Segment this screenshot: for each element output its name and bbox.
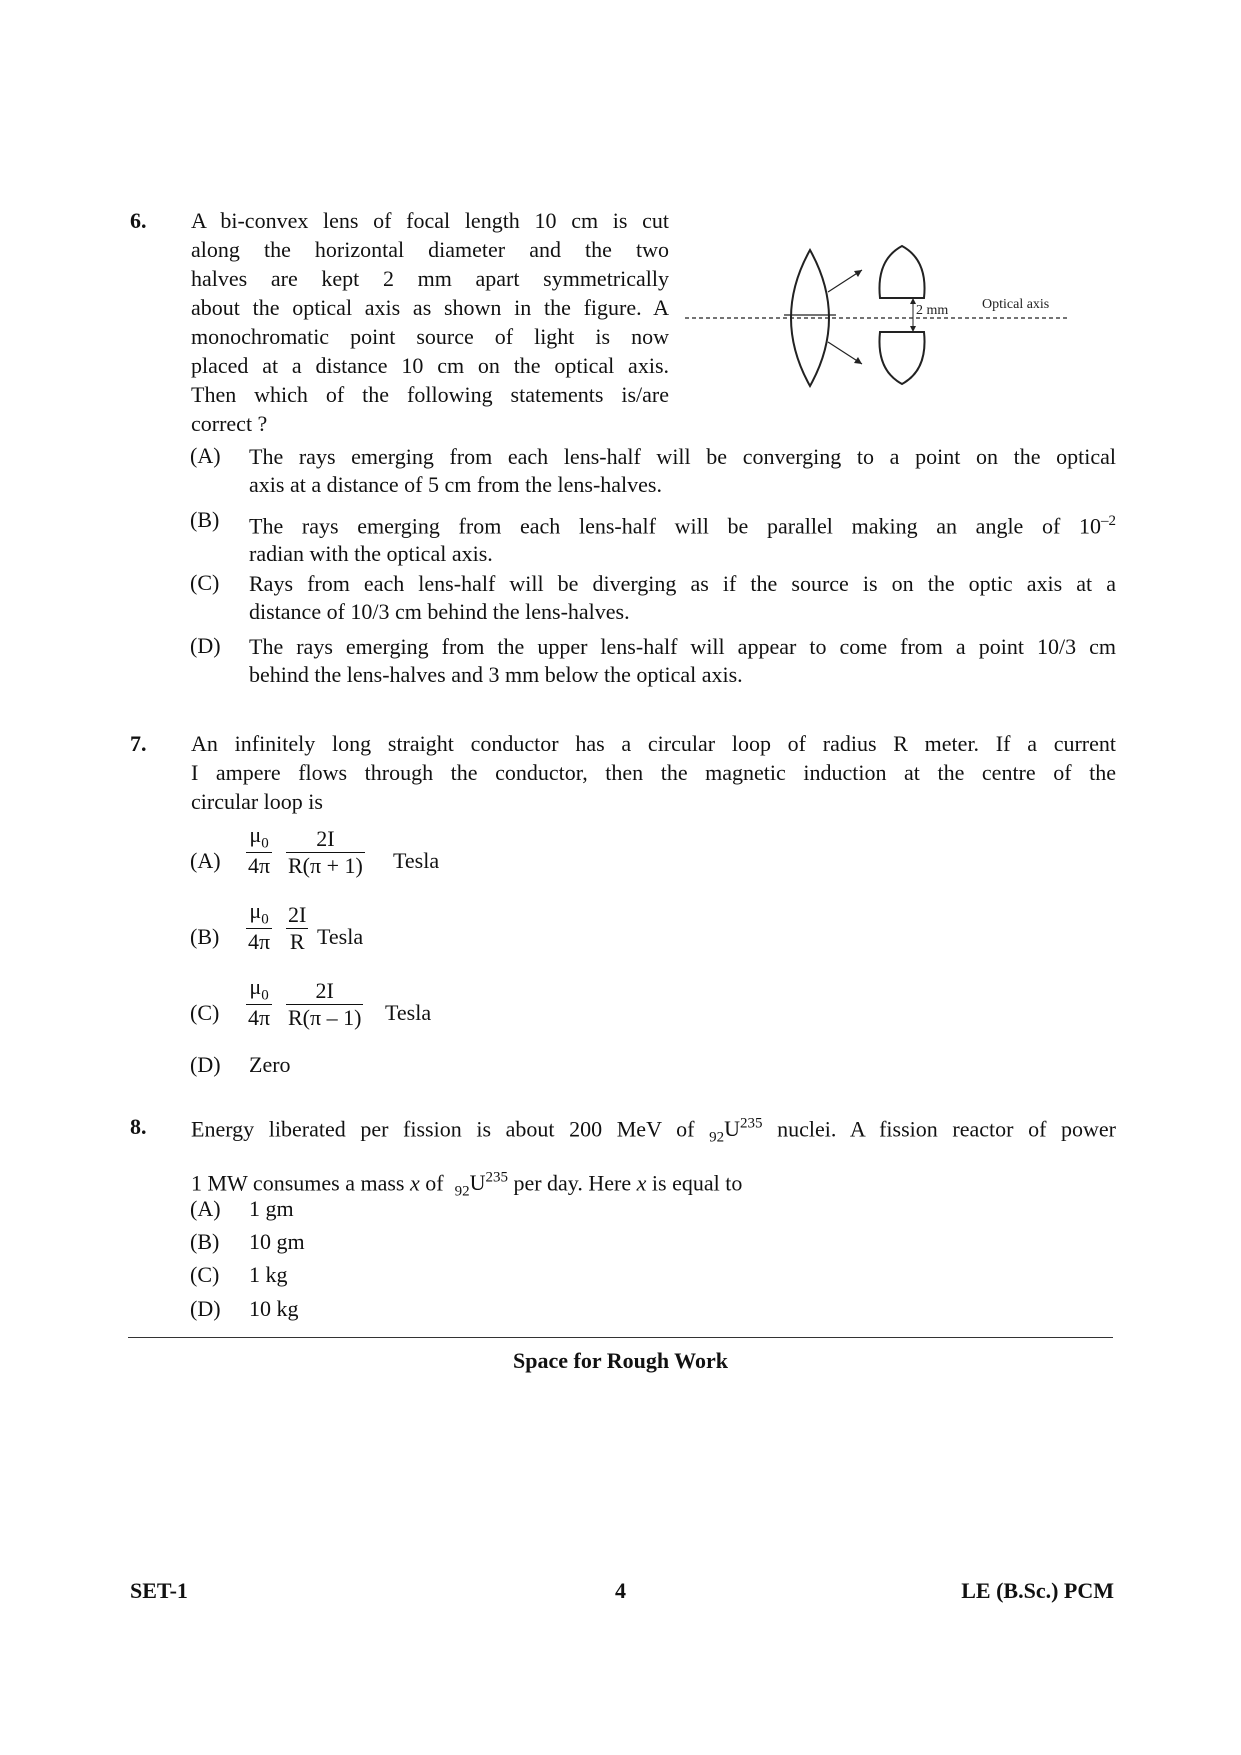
unit-label: Tesla [385,1000,432,1025]
uranium-isotope: $_{92}U^{235}$ [454,1169,508,1200]
option-line: behind the lens-halves and 3 mm below the optical axis. [249,662,743,687]
lower-lens-half [879,332,924,384]
option-line: axis at a distance of 5 cm from the lens-halves. [249,472,662,497]
option-letter: (B) [190,924,220,949]
current-fraction [286,902,308,955]
denominator: 4π [248,929,271,955]
numerator: $\mu_0$ [249,822,269,852]
page-number: 4 [615,1578,626,1603]
option-text: 1 gm [249,1196,294,1221]
denominator: 4π [248,853,271,879]
option-line [249,507,1116,540]
option-line: distance of 10/3 cm behind the lens-halves. [249,599,630,624]
option-line: radian with the optical axis. [249,541,493,567]
stem-line: about the optical axis as shown in the figure. A [191,295,669,320]
variable-x: x [409,1170,420,1196]
uranium-isotope: $_{92}U^{235}$ [709,1116,763,1146]
numerator: 2I [288,902,307,927]
option-text: 1 kg [249,1262,288,1287]
stem-line: halves are kept 2 mm apart symmetrically [191,266,669,291]
footer-exam: LE (B.Sc.) PCM [961,1578,1114,1603]
question-8-stem [191,1104,1116,1211]
option-letter: (A) [190,848,221,873]
stem-line: A bi-convex lens of focal length 10 cm is cut [191,208,669,233]
biconvex-lens [791,250,829,386]
unit-label: Tesla [393,848,440,873]
option-line: The rays emerging from each lens-half will be converging to a point on the optical [249,444,1116,469]
optical-axis-label: Optical axis [982,297,1050,312]
option-letter: (A) [190,1196,221,1221]
option-letter: (A) [190,443,221,468]
denominator: R [286,928,308,955]
option-letter: (B) [190,1229,220,1254]
stem-line: along the horizontal diameter and the two [191,237,669,262]
mu-over-4pi-fraction [246,822,272,879]
rough-work-label: Space for Rough Work [513,1348,728,1373]
question-number: 8. [130,1114,147,1139]
question-7-stem [191,729,1116,816]
option-line: Rays from each lens-half will be diverging as if the source is on the optic axis at a [249,571,1116,596]
option-text: Zero [249,1052,291,1077]
stem-line: Then which of the following statements is/are [191,382,669,407]
mu-over-4pi-fraction [246,898,272,955]
stem-line: circular loop is [191,789,323,814]
mu-over-4pi-fraction [246,974,272,1031]
question-6-stem [191,206,669,438]
denominator: R(π + 1) [288,853,363,878]
footer-set: SET-1 [130,1578,188,1603]
split-lens-figure [680,240,1080,395]
stem-line: monochromatic point source of light is now [191,324,669,349]
option-letter: (D) [190,1296,221,1321]
stem-line: placed at a distance 10 cm on the optical axis. [191,353,669,378]
option-letter: (D) [190,633,221,658]
question-number: 7. [130,731,147,756]
option-letter: (C) [190,1000,220,1025]
denominator: 4π [248,1005,271,1031]
option-c [249,570,1116,626]
option-line: The rays emerging from the upper lens-half will appear to come from a point 10/3 cm [249,634,1116,659]
stem-line: 1 MW consumes a mass x of $_{92}U^{235}$ per day. Here x is equal to [191,1169,743,1200]
numerator: 2I [316,826,335,851]
unit-label: Tesla [317,924,364,949]
stem-line: I ampere flows through the conductor, then the magnetic induction at the centre of the [191,760,1116,785]
option-text: The rays emerging from each lens-half will be parallel making an angle of 10 [249,513,1101,539]
current-fraction [286,978,363,1031]
option-a [249,443,1116,499]
option-text: 10 gm [249,1229,305,1254]
option-letter: (D) [190,1052,221,1077]
option-text: 10 kg [249,1296,299,1321]
option-letter: (B) [190,507,220,532]
numerator: $\mu_0$ [249,974,269,1004]
divider [128,1337,1113,1338]
option-b [249,507,1116,568]
exponent: –2 [1101,513,1116,529]
current-fraction [286,826,365,879]
numerator: 2I [315,978,334,1003]
stem-line: Energy liberated per fission is about 200 MeV of $_{92}U^{235}$ nuclei. A fission reactor of power [191,1116,1117,1146]
gap-label: 2 mm [916,303,949,318]
option-letter: (C) [190,1262,220,1287]
stem-line: correct ? [191,411,268,436]
question-number: 6. [130,208,147,233]
option-d [249,633,1116,689]
stem-line: An infinitely long straight conductor has a circular loop of radius R meter. If a current [191,731,1116,756]
denominator: R(π – 1) [288,1005,362,1030]
variable-x: x [636,1170,647,1196]
upper-lens-half [879,246,924,298]
option-letter: (C) [190,570,220,595]
numerator: $\mu_0$ [249,898,269,928]
